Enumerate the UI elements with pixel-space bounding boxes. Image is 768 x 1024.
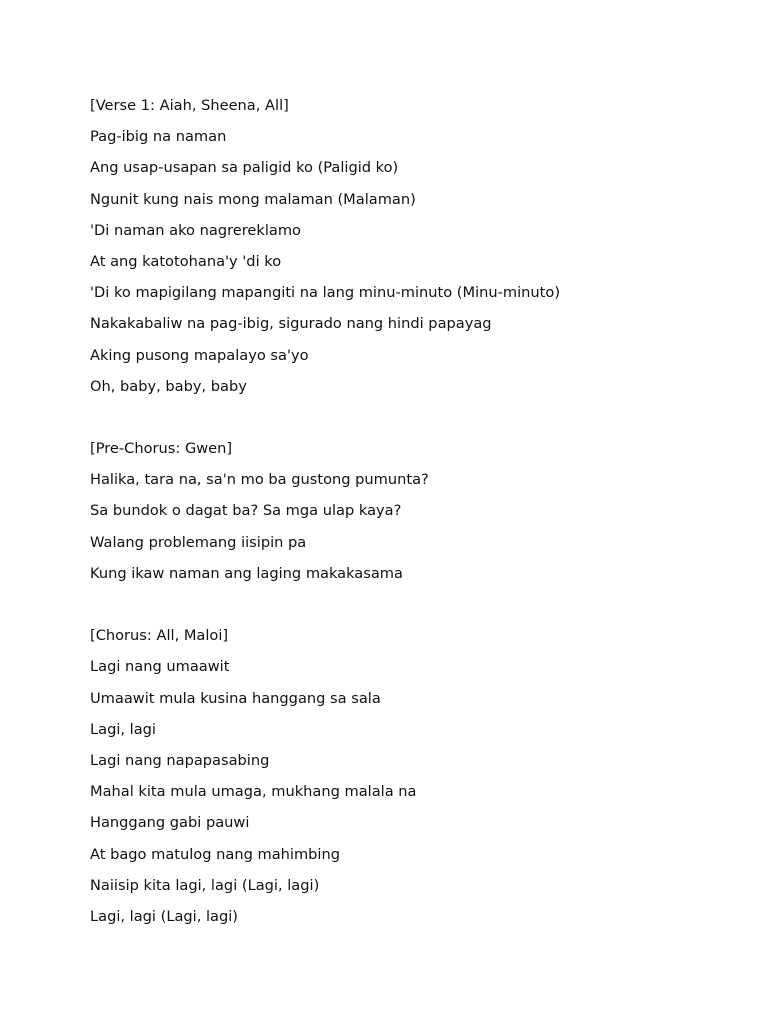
lyric-line: Nakakabaliw na pag-ibig, sigurado nang hindi papayag xyxy=(90,315,492,333)
lyric-line: Kung ikaw naman ang laging makakasama xyxy=(90,564,403,582)
lyric-line: At ang katotohana'y 'di ko xyxy=(90,252,282,270)
lyric-line: Hanggang gabi pauwi xyxy=(90,814,250,832)
lyric-line: Lagi nang umaawit xyxy=(90,658,230,676)
lyric-line: At bago matulog nang mahimbing xyxy=(90,845,340,863)
lyric-line: Lagi, lagi (Lagi, lagi) xyxy=(90,907,238,925)
lyric-line: 'Di naman ako nagrereklamo xyxy=(90,221,301,239)
lyric-line: Walang problemang iisipin pa xyxy=(90,533,307,551)
lyric-line: Lagi nang napapasabing xyxy=(90,751,270,769)
lyrics-body xyxy=(90,90,560,932)
lyric-line: Oh, baby, baby, baby xyxy=(90,377,247,395)
lyric-line: Ang usap-usapan sa paligid ko (Paligid ko) xyxy=(90,159,399,177)
lyrics-section-chorus xyxy=(90,620,560,932)
lyric-line: Mahal kita mula umaga, mukhang malala na xyxy=(90,783,417,801)
section-header: [Verse 1: Aiah, Sheena, All] xyxy=(90,97,289,114)
lyric-line: 'Di ko mapigilang mapangiti na lang minu-minuto (Minu-minuto) xyxy=(90,284,561,302)
lyric-line: Lagi, lagi xyxy=(90,720,156,738)
lyric-line: Sa bundok o dagat ba? Sa mga ulap kaya? xyxy=(90,502,402,520)
lyric-line: Umaawit mula kusina hanggang sa sala xyxy=(90,689,381,707)
lyric-line: Ngunit kung nais mong malaman (Malaman) xyxy=(90,190,416,208)
lyric-line: Aking pusong mapalayo sa'yo xyxy=(90,346,309,364)
lyric-line: Pag-ibig na naman xyxy=(90,128,227,146)
lyric-line: Naiisip kita lagi, lagi (Lagi, lagi) xyxy=(90,876,320,894)
lyrics-section-verse-1 xyxy=(90,90,560,402)
section-header: [Chorus: All, Maloi] xyxy=(90,627,229,645)
section-header: [Pre-Chorus: Gwen] xyxy=(90,440,233,458)
lyrics-section-pre-chorus xyxy=(90,433,560,589)
lyric-line: Halika, tara na, sa'n mo ba gustong pumunta? xyxy=(90,471,429,489)
